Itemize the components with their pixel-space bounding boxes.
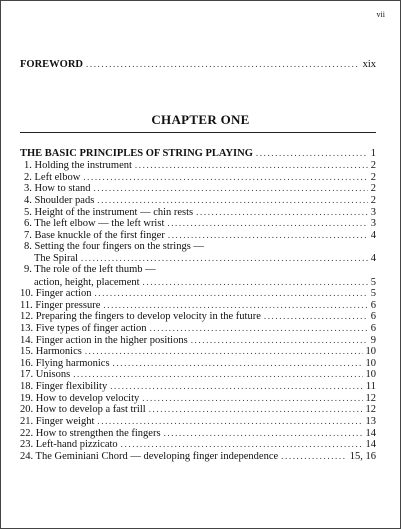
toc-entry-page: 6 <box>370 311 376 322</box>
dot-leader <box>264 310 368 322</box>
toc-entry-label: 23. Left-hand pizzicato <box>20 439 118 450</box>
toc-entry-label: FOREWORD <box>20 59 83 70</box>
dot-leader <box>94 287 367 299</box>
toc-entry-page: 5 <box>370 277 376 288</box>
toc-entry-label: 12. Preparing the fingers to develop velocity in the future <box>20 311 261 322</box>
toc-entry-page: 6 <box>370 300 376 311</box>
toc-entry-page: 15, 16 <box>349 451 376 462</box>
toc-entry-page: 9 <box>370 335 376 346</box>
toc-entry-label: 15. Harmonics <box>20 346 82 357</box>
dot-leader <box>168 229 368 241</box>
toc-entry-label: 6. The left elbow — the left wrist <box>24 218 165 229</box>
toc-entry-label: 18. Finger flexibility <box>20 381 108 392</box>
toc-entry-page: 2 <box>370 195 376 206</box>
dot-leader <box>150 322 368 334</box>
dot-leader <box>73 368 362 380</box>
toc-entry-label: 22. How to strengthen the fingers <box>20 428 161 439</box>
dot-leader <box>121 438 363 450</box>
toc-entry-label: THE BASIC PRINCIPLES OF STRING PLAYING <box>20 148 253 159</box>
toc-entry-label: 24. The Geminiani Chord — developing finger independence <box>20 451 279 462</box>
toc-entry-page: 14 <box>365 428 376 439</box>
toc-entry-label: action, height, placement <box>34 277 140 288</box>
toc-entry-page: 10 <box>365 346 376 357</box>
toc-entry-label: 21. Finger weight <box>20 416 95 427</box>
toc-entry-label: 1. Holding the instrument <box>24 160 132 171</box>
toc-entry-page: 3 <box>370 218 376 229</box>
toc-entry-page: 12 <box>365 393 376 404</box>
dot-leader <box>256 147 368 159</box>
dot-leader <box>94 182 368 194</box>
toc-entry-label: 13. Five types of finger action <box>20 323 147 334</box>
toc-entry-page: 14 <box>365 439 376 450</box>
toc-entry-page: 12 <box>365 404 376 415</box>
toc-entry-label: 20. How to develop a fast trill <box>20 404 146 415</box>
toc-entry-label: 3. How to stand <box>24 183 91 194</box>
toc-entry[interactable] <box>24 264 156 276</box>
toc-entry-page: 1 <box>370 148 376 159</box>
toc-entry-foreword[interactable] <box>20 58 376 71</box>
toc-entry-page: 2 <box>370 160 376 171</box>
toc-entry-label: 11. Finger pressure <box>20 300 101 311</box>
dot-leader <box>81 252 368 264</box>
dot-leader <box>281 450 347 462</box>
toc-entry-page: 2 <box>370 183 376 194</box>
toc-entry-page: 2 <box>370 172 376 183</box>
toc-entry-label: 8. Setting the four fingers on the strings — <box>24 241 204 252</box>
toc-entry-label: 4. Shoulder pads <box>24 195 95 206</box>
toc-entry-label: 7. Base knuckle of the first finger <box>24 230 165 241</box>
dot-leader <box>167 217 367 229</box>
dot-leader <box>149 403 363 415</box>
toc-entry-page: 4 <box>370 253 376 264</box>
toc-entry[interactable] <box>20 450 376 463</box>
toc-entry-label: 19. How to develop velocity <box>20 393 140 404</box>
dot-leader <box>85 345 363 357</box>
toc-entry-label: 16. Flying harmonics <box>20 358 110 369</box>
dot-leader <box>110 380 363 392</box>
toc-entry-label: 10. Finger action <box>20 288 92 299</box>
toc-entry-page: 6 <box>370 323 376 334</box>
dot-leader <box>97 415 362 427</box>
toc-entry-label: The Spiral <box>34 253 79 264</box>
toc-entry-page: 3 <box>370 207 376 218</box>
toc-entry-label: 5. Height of the instrument — chin rests <box>24 207 194 218</box>
dot-leader <box>86 58 360 70</box>
page-number: vii <box>376 10 385 19</box>
toc-entry-label: 9. The role of the left thumb — <box>24 264 156 275</box>
toc-entry-page: 13 <box>365 416 376 427</box>
chapter-title: CHAPTER ONE <box>151 112 250 127</box>
chapter-rule <box>20 132 376 133</box>
toc-entry-label: 2. Left elbow <box>24 172 81 183</box>
toc-entry-label: 17. Unisons <box>20 369 71 380</box>
toc-entry-page: 10 <box>365 358 376 369</box>
toc-entry-page: 10 <box>365 369 376 380</box>
toc-entry-label: 14. Finger action in the higher positions <box>20 335 188 346</box>
toc-entry-page: 4 <box>370 230 376 241</box>
dot-leader <box>135 159 368 171</box>
toc-entry-page: 5 <box>370 288 376 299</box>
toc-entry-page: 11 <box>365 381 376 392</box>
dot-leader <box>97 194 367 206</box>
toc-entry-page: xix <box>362 59 376 70</box>
